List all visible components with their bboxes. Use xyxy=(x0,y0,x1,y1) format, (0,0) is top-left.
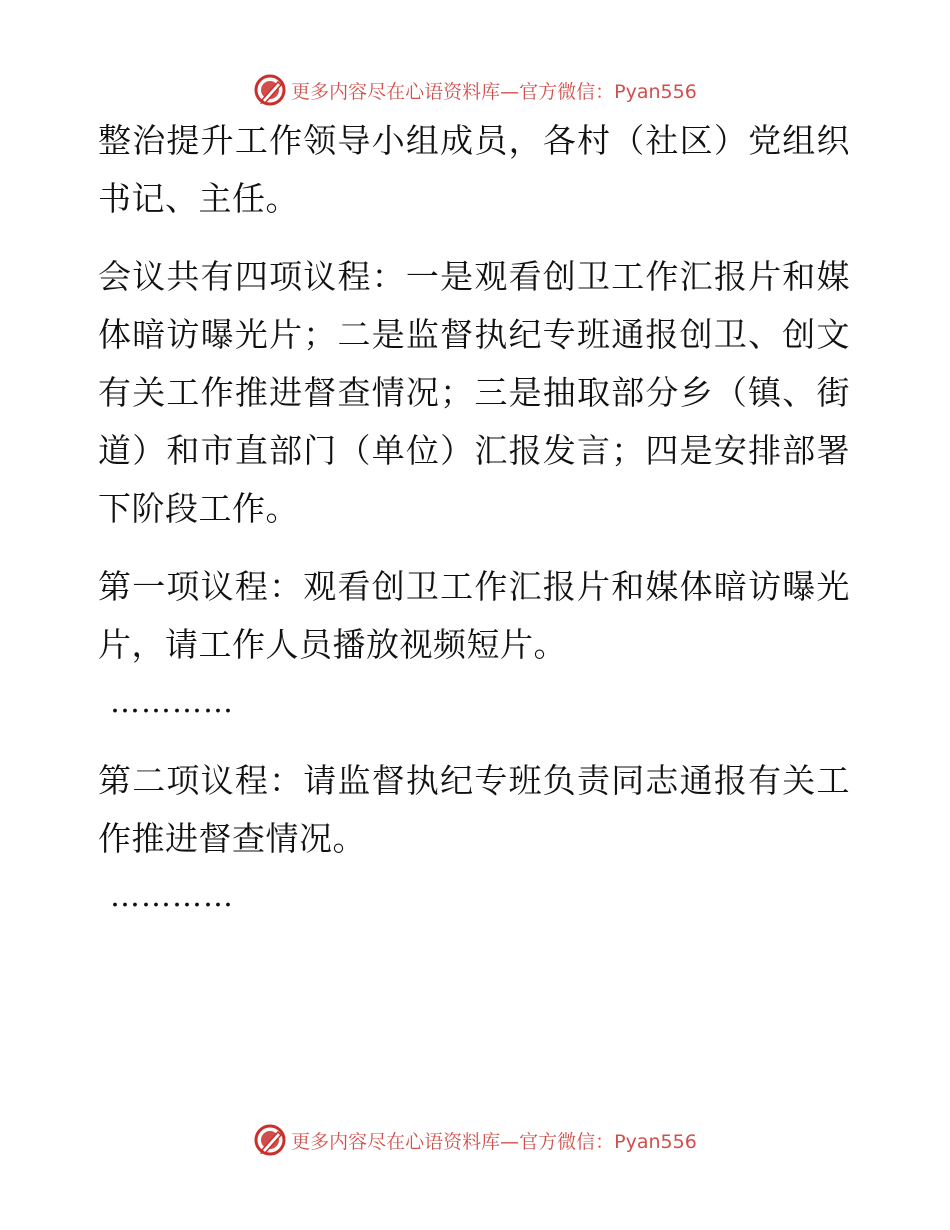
document-body xyxy=(98,112,850,926)
seal-pen-icon xyxy=(253,1123,287,1157)
paragraph-agenda-item-2: 第二项议程：请监督执纪专班负责同志通报有关工作推进督查情况。 xyxy=(98,761,850,858)
paragraph-agenda-item-1: 第一项议程：观看创卫工作汇报片和媒体暗访曝光片，请工作人员播放视频短片。 xyxy=(98,567,850,664)
watermark-text: 更多内容尽在心语资料库—官方微信：Pyan556 xyxy=(291,80,697,103)
seal-pen-icon xyxy=(253,73,287,107)
watermark-text: 更多内容尽在心语资料库—官方微信：Pyan556 xyxy=(291,1130,697,1153)
footer-watermark xyxy=(0,1120,950,1160)
paragraph-agenda-overview: 会议共有四项议程：一是观看创卫工作汇报片和媒体暗访曝光片；二是监督执纪专班通报创卫、创文有关工作推进督查情况；三是抽取部分乡（镇、街道）和市直部门（单位）汇报发言；四是安排部署下阶段工作。 xyxy=(98,257,850,528)
header-watermark xyxy=(0,70,950,110)
ellipsis-1: ………… xyxy=(110,685,234,720)
ellipsis-2: ………… xyxy=(110,879,234,914)
paragraph-attendees: 整治提升工作领导小组成员，各村（社区）党组织书记、主任。 xyxy=(98,121,850,218)
